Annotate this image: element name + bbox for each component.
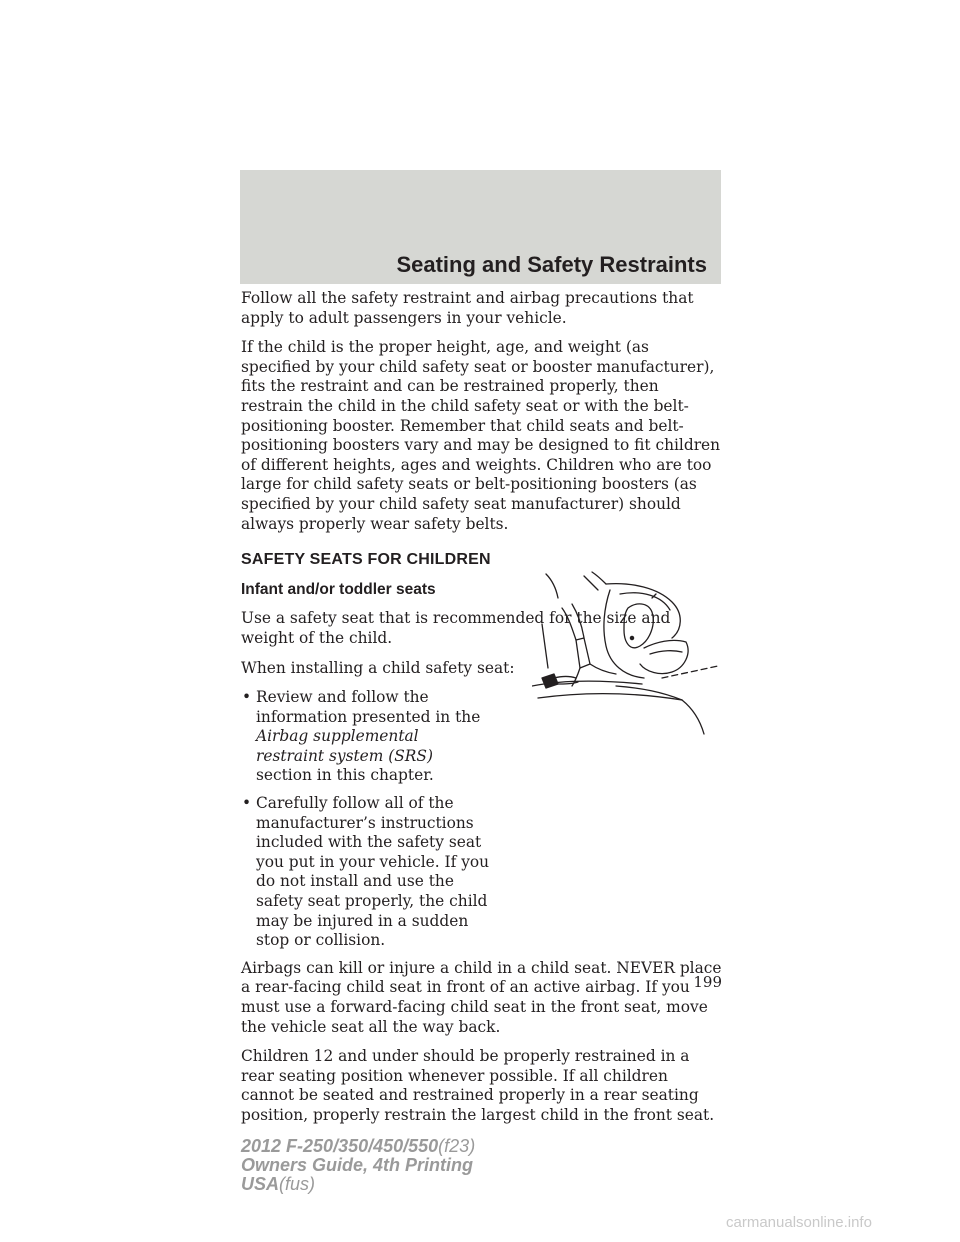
page-number: 199 bbox=[693, 973, 722, 991]
footer-line-model: 2012 F-250/350/450/550(f23) bbox=[241, 1136, 476, 1156]
srs-section-reference: Airbag supplemental restraint system (SRS) bbox=[256, 727, 433, 765]
footer-line-market: USA(fus) bbox=[241, 1174, 316, 1194]
heading-safety-seats: SAFETY SEATS FOR CHILDREN bbox=[241, 551, 491, 569]
section-title: Seating and Safety Restraints bbox=[396, 252, 707, 277]
child-seat-belt-illustration bbox=[532, 568, 718, 738]
paragraph-installing-intro: When installing a child safety seat: bbox=[241, 658, 515, 677]
installation-bullet-list bbox=[241, 688, 491, 951]
site-watermark: carmanualsonline.info bbox=[726, 1214, 872, 1231]
bullet-text: Carefully follow all of the manufacturer’s instructions included with the safety seat you put in your vehicle. If you do not install and use the safety seat properly, the child may be injured in a sudden stop or collision. bbox=[256, 794, 490, 950]
section-header-band bbox=[240, 170, 721, 284]
bullet-text: section in this chapter. bbox=[256, 766, 434, 785]
paragraph-recommended-seat: Use a safety seat that is recommended for the size and weight of the child. bbox=[241, 609, 671, 647]
footer-line-edition: Owners Guide, 4th Printing bbox=[241, 1155, 474, 1175]
paragraph-child-size: If the child is the proper height, age, and weight (as specified by your child safety seat or booster manufacturer), fits the restraint and can be restrained properly, then restrain the child in the child safety seat or with the belt-positioning booster. Remember that child seats and belt-positioning boosters vary and may be designed to fit children of different heights, ages and weights. Children who are too large for child safety seats or belt-positioning boosters (as specified by your child safety seat manufacturer) should always properly wear safety belts. bbox=[241, 338, 721, 533]
document-footer bbox=[241, 1137, 475, 1194]
bullet-item-review bbox=[241, 688, 491, 786]
heading-infant-toddler: Infant and/or toddler seats bbox=[241, 580, 436, 598]
paragraph-adult-precautions: Follow all the safety restraint and airbag precautions that apply to adult passengers in your vehicle. bbox=[241, 289, 694, 327]
bullet-marker: • bbox=[242, 688, 252, 707]
bullet-marker: • bbox=[242, 794, 252, 813]
paragraph-airbag-warning: Airbags can kill or injure a child in a child seat. NEVER place a rear-facing child seat in front of an active airbag. If you must use a forward-facing child seat in the front seat, move the vehicle seat all the way back. bbox=[241, 958, 722, 1036]
bullet-text: Review and follow the information presented in the bbox=[256, 688, 481, 726]
bullet-item-manufacturer bbox=[241, 794, 491, 951]
paragraph-rear-seating: Children 12 and under should be properly restrained in a rear seating position whenever possible. If all children cannot be seated and restrained properly in a rear seating position, properly restrain the largest child in the front seat. bbox=[241, 1047, 715, 1124]
